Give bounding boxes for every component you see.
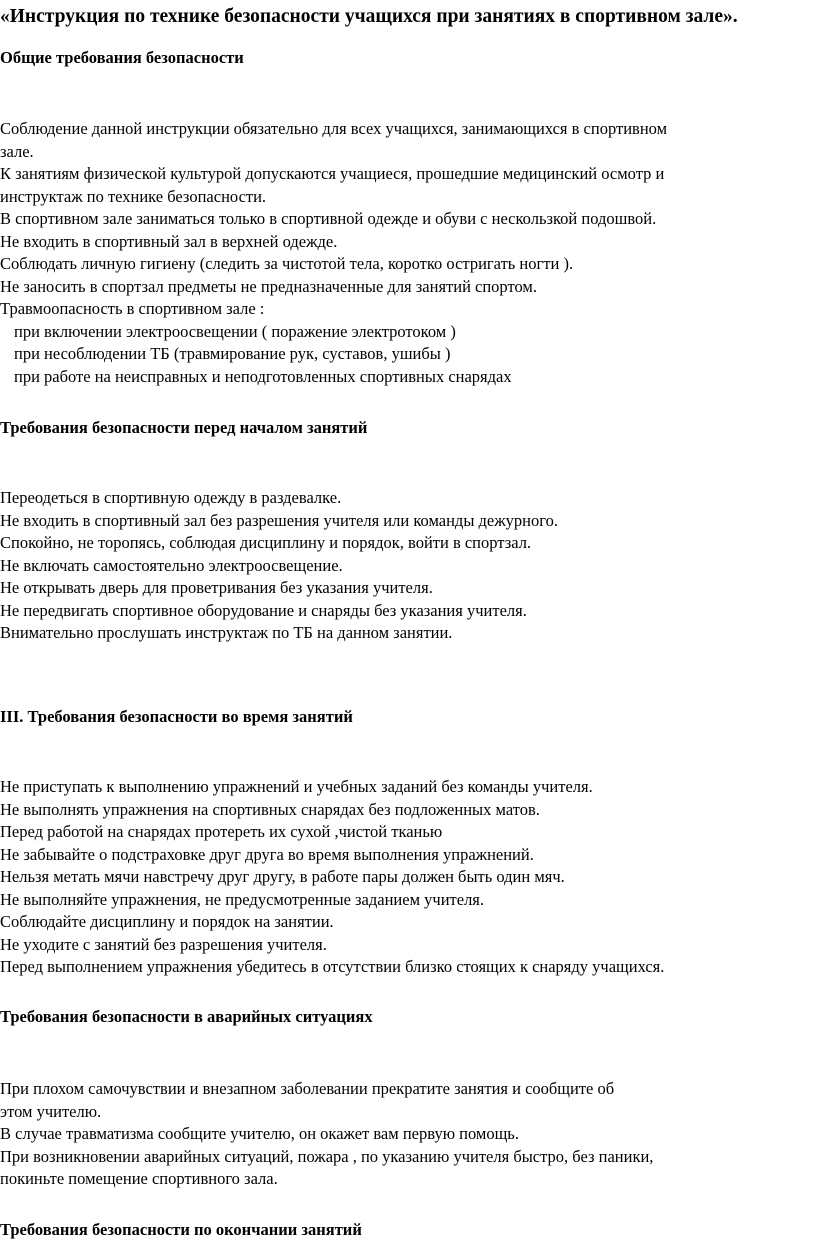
text-line: В случае травматизма сообщите учителю, он окажет вам первую помощь. [0, 1124, 519, 1143]
text-line: Не включать самостоятельно электроосвещение. [0, 555, 343, 575]
text-line: Соблюдайте дисциплину и порядок на занятии. [0, 912, 334, 931]
text-line: зале. [0, 141, 34, 161]
text-line: При возникновении аварийных ситуаций, пожара , по указанию учителя быстро, без паники, [0, 1146, 654, 1166]
text-line: Соблюдать личную гигиену (следить за чистотой тела, коротко остригать ногти ). [0, 254, 574, 273]
text-line: Соблюдение данной инструкции обязательно для всех учащихся, занимающихся в спортивном [0, 119, 668, 138]
text-line: В спортивном зале заниматься только в спортивной одежде и обуви с нескользкой подошвой. [0, 209, 657, 228]
list-item: при несоблюдении ТБ (травмирование рук, суставов, ушибы ) [14, 344, 451, 363]
section-body-before [0, 487, 812, 645]
text-line: Не выполнять упражнения на спортивных снарядах без подложенных матов. [0, 799, 540, 819]
list-item: при включении электроосвещении ( поражение электротоком ) [14, 321, 456, 341]
section-heading-emergency: Требования безопасности в аварийных ситуациях [0, 1007, 373, 1026]
text-line: Не приступать к выполнению упражнений и учебных заданий без команды учителя. [0, 777, 593, 796]
section-body-emergency [0, 1078, 812, 1191]
text-line: Не передвигать спортивное оборудование и снаряды без указания учителя. [0, 600, 527, 620]
text-line: Переодеться в спортивную одежду в раздевалке. [0, 488, 342, 507]
section-heading-before: Требования безопасности перед началом занятий [0, 418, 368, 437]
text-line: Внимательно прослушать инструктаж по ТБ на данном занятии. [0, 623, 453, 642]
text-line: Не забывайте о подстраховке друг друга во время выполнения упражнений. [0, 844, 534, 864]
section-heading-during: III. Требования безопасности во время занятий [0, 707, 353, 726]
text-line: Не входить в спортивный зал в верхней одежде. [0, 231, 338, 251]
list-item: при работе на неисправных и неподготовленных спортивных снарядах [14, 366, 512, 386]
section-body-during [0, 776, 812, 979]
text-line: Не открывать дверь для проветривания без указания учителя. [0, 578, 433, 597]
section-heading-general: Общие требования безопасности [0, 48, 244, 67]
text-line: Не входить в спортивный зал без разрешения учителя или команды дежурного. [0, 510, 558, 530]
text-line: покиньте помещение спортивного зала. [0, 1169, 278, 1188]
text-line: инструктаж по технике безопасности. [0, 186, 267, 206]
text-line: Перед работой на снарядах протереть их сухой ,чистой тканью [0, 822, 443, 841]
text-line: Нельзя метать мячи навстречу друг другу, в работе пары должен быть один мяч. [0, 867, 565, 886]
text-line: Не заносить в спортзал предметы не предназначенные для занятий спортом. [0, 276, 537, 296]
text-line: Спокойно, не торопясь, соблюдая дисциплину и порядок, войти в спортзал. [0, 533, 532, 552]
text-line: этом учителю. [0, 1101, 102, 1121]
text-line: Травмоопасность в спортивном зале : [0, 299, 265, 318]
section-body-general [0, 118, 812, 388]
text-line: К занятиям физической культурой допускаются учащиеся, прошедшие медицинский осмотр и [0, 164, 665, 183]
document-title: «Инструкция по технике безопасности учащихся при занятиях в спортивном зале». [0, 6, 738, 27]
section-heading-after: Требования безопасности по окончании занятий [0, 1220, 362, 1239]
text-line: При плохом самочувствии и внезапном заболевании прекратите занятия и сообщите об [0, 1079, 615, 1098]
text-line: Не выполняйте упражнения, не предусмотренные заданием учителя. [0, 889, 485, 909]
text-line: Перед выполнением упражнения убедитесь в отсутствии близко стоящих к снаряду учащихся. [0, 957, 665, 976]
text-line: Не уходите с занятий без разрешения учителя. [0, 934, 327, 954]
